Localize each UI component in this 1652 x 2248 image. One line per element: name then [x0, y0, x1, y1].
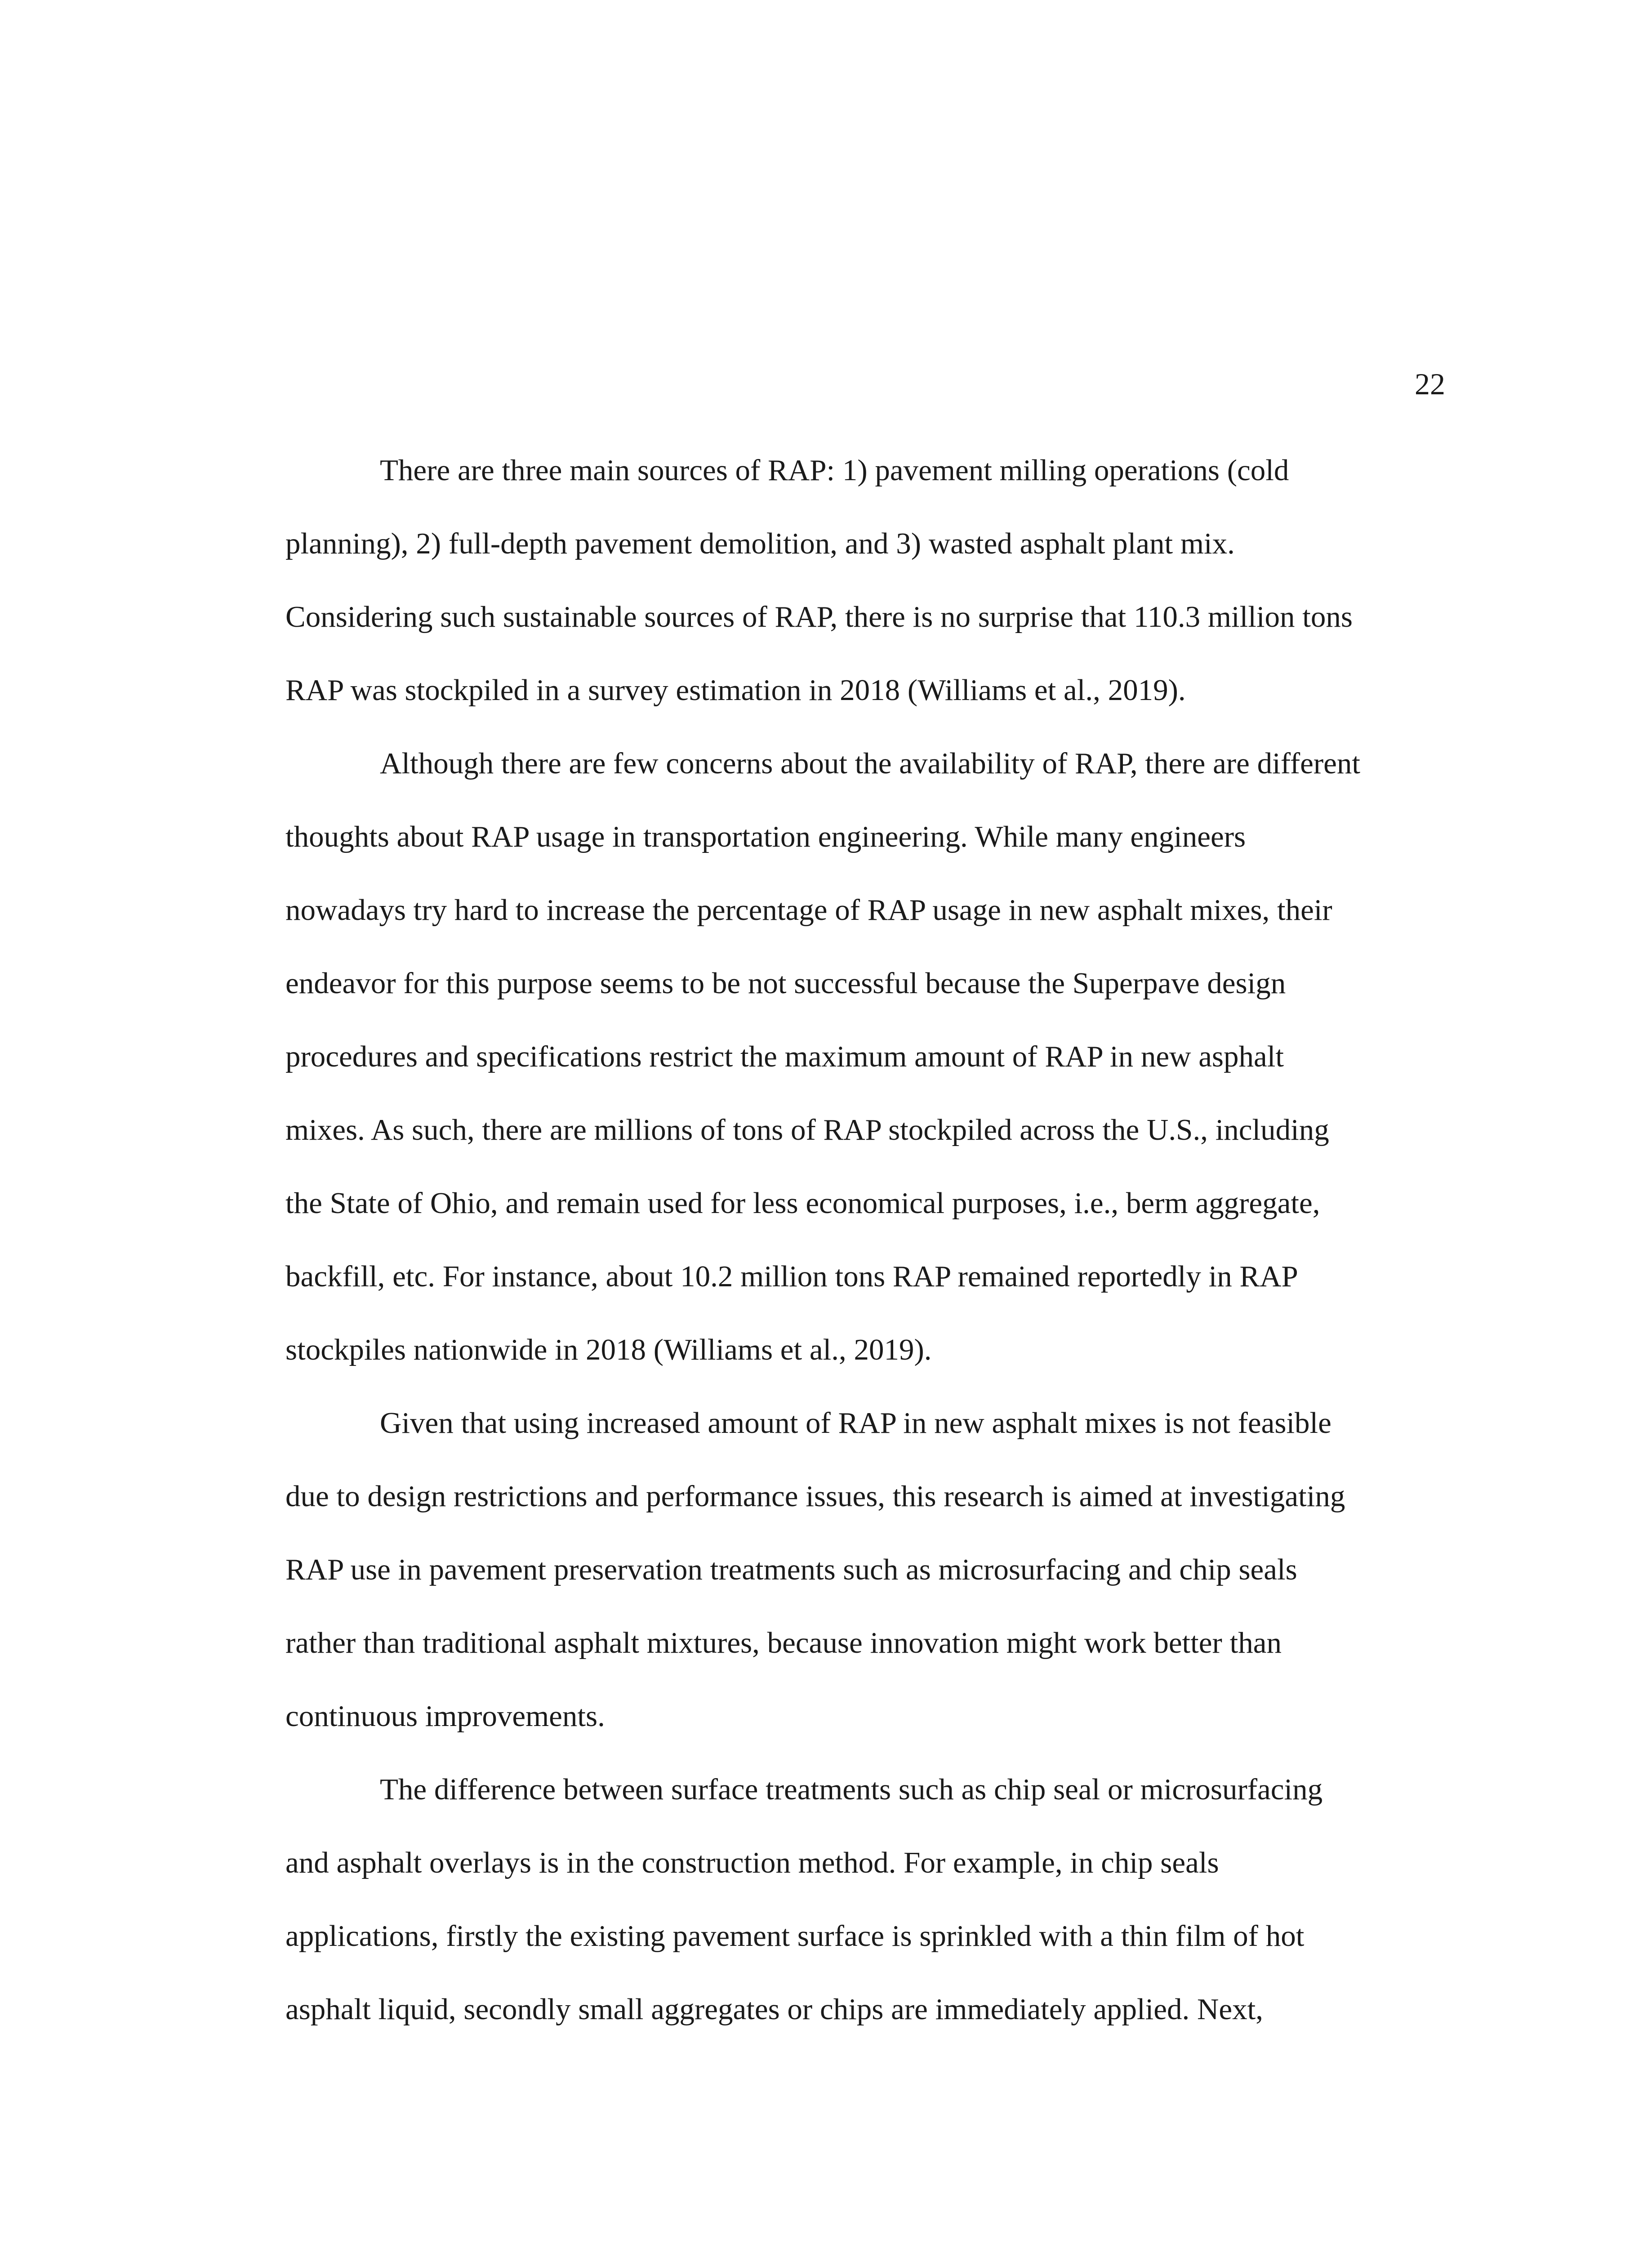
text-line: The difference between surface treatments such as chip seal or microsurfacing — [380, 1773, 1323, 1806]
text-line: applications, firstly the existing pavement surface is sprinkled with a thin film of hot — [285, 1919, 1305, 1953]
text-line: continuous improvements. — [285, 1699, 605, 1733]
text-line: Given that using increased amount of RAP in new asphalt mixes is not feasible — [380, 1406, 1331, 1440]
text-line: Considering such sustainable sources of RAP, there is no surprise that 110.3 million tons — [285, 600, 1353, 633]
text-line: due to design restrictions and performance issues, this research is aimed at investigating — [285, 1480, 1345, 1513]
page-number: 22 — [1415, 367, 1445, 401]
text-line: planning), 2) full-depth pavement demolition, and 3) wasted asphalt plant mix. — [285, 527, 1235, 560]
text-line: Although there are few concerns about the availability of RAP, there are different — [380, 747, 1361, 780]
text-line: RAP was stockpiled in a survey estimation in 2018 (Williams et al., 2019). — [285, 674, 1186, 707]
text-line: rather than traditional asphalt mixtures, because innovation might work better than — [285, 1626, 1282, 1659]
body-text — [285, 434, 1436, 2046]
text-line: the State of Ohio, and remain used for less economical purposes, i.e., berm aggregate, — [285, 1186, 1320, 1220]
text-line: mixes. As such, there are millions of tons of RAP stockpiled across the U.S., including — [285, 1113, 1329, 1146]
paragraph-surface-treatments — [285, 1753, 1436, 2046]
paragraph-rap-usage — [285, 727, 1436, 1387]
text-line: endeavor for this purpose seems to be not successful because the Superpave design — [285, 967, 1286, 1000]
text-line: asphalt liquid, secondly small aggregates or chips are immediately applied. Next, — [285, 1993, 1264, 2026]
paragraph-research-aim — [285, 1387, 1436, 1753]
text-line: nowadays try hard to increase the percentage of RAP usage in new asphalt mixes, their — [285, 893, 1332, 927]
text-line: backfill, etc. For instance, about 10.2 million tons RAP remained reportedly in RAP — [285, 1260, 1298, 1293]
text-line: thoughts about RAP usage in transportation engineering. While many engineers — [285, 820, 1246, 853]
text-line: There are three main sources of RAP: 1) pavement milling operations (cold — [380, 454, 1289, 487]
text-line: stockpiles nationwide in 2018 (Williams et al., 2019). — [285, 1333, 932, 1366]
text-line: and asphalt overlays is in the construction method. For example, in chip seals — [285, 1846, 1219, 1879]
text-line: RAP use in pavement preservation treatments such as microsurfacing and chip seals — [285, 1553, 1297, 1586]
text-line: procedures and specifications restrict the maximum amount of RAP in new asphalt — [285, 1040, 1284, 1073]
paragraph-rap-sources — [285, 434, 1436, 727]
